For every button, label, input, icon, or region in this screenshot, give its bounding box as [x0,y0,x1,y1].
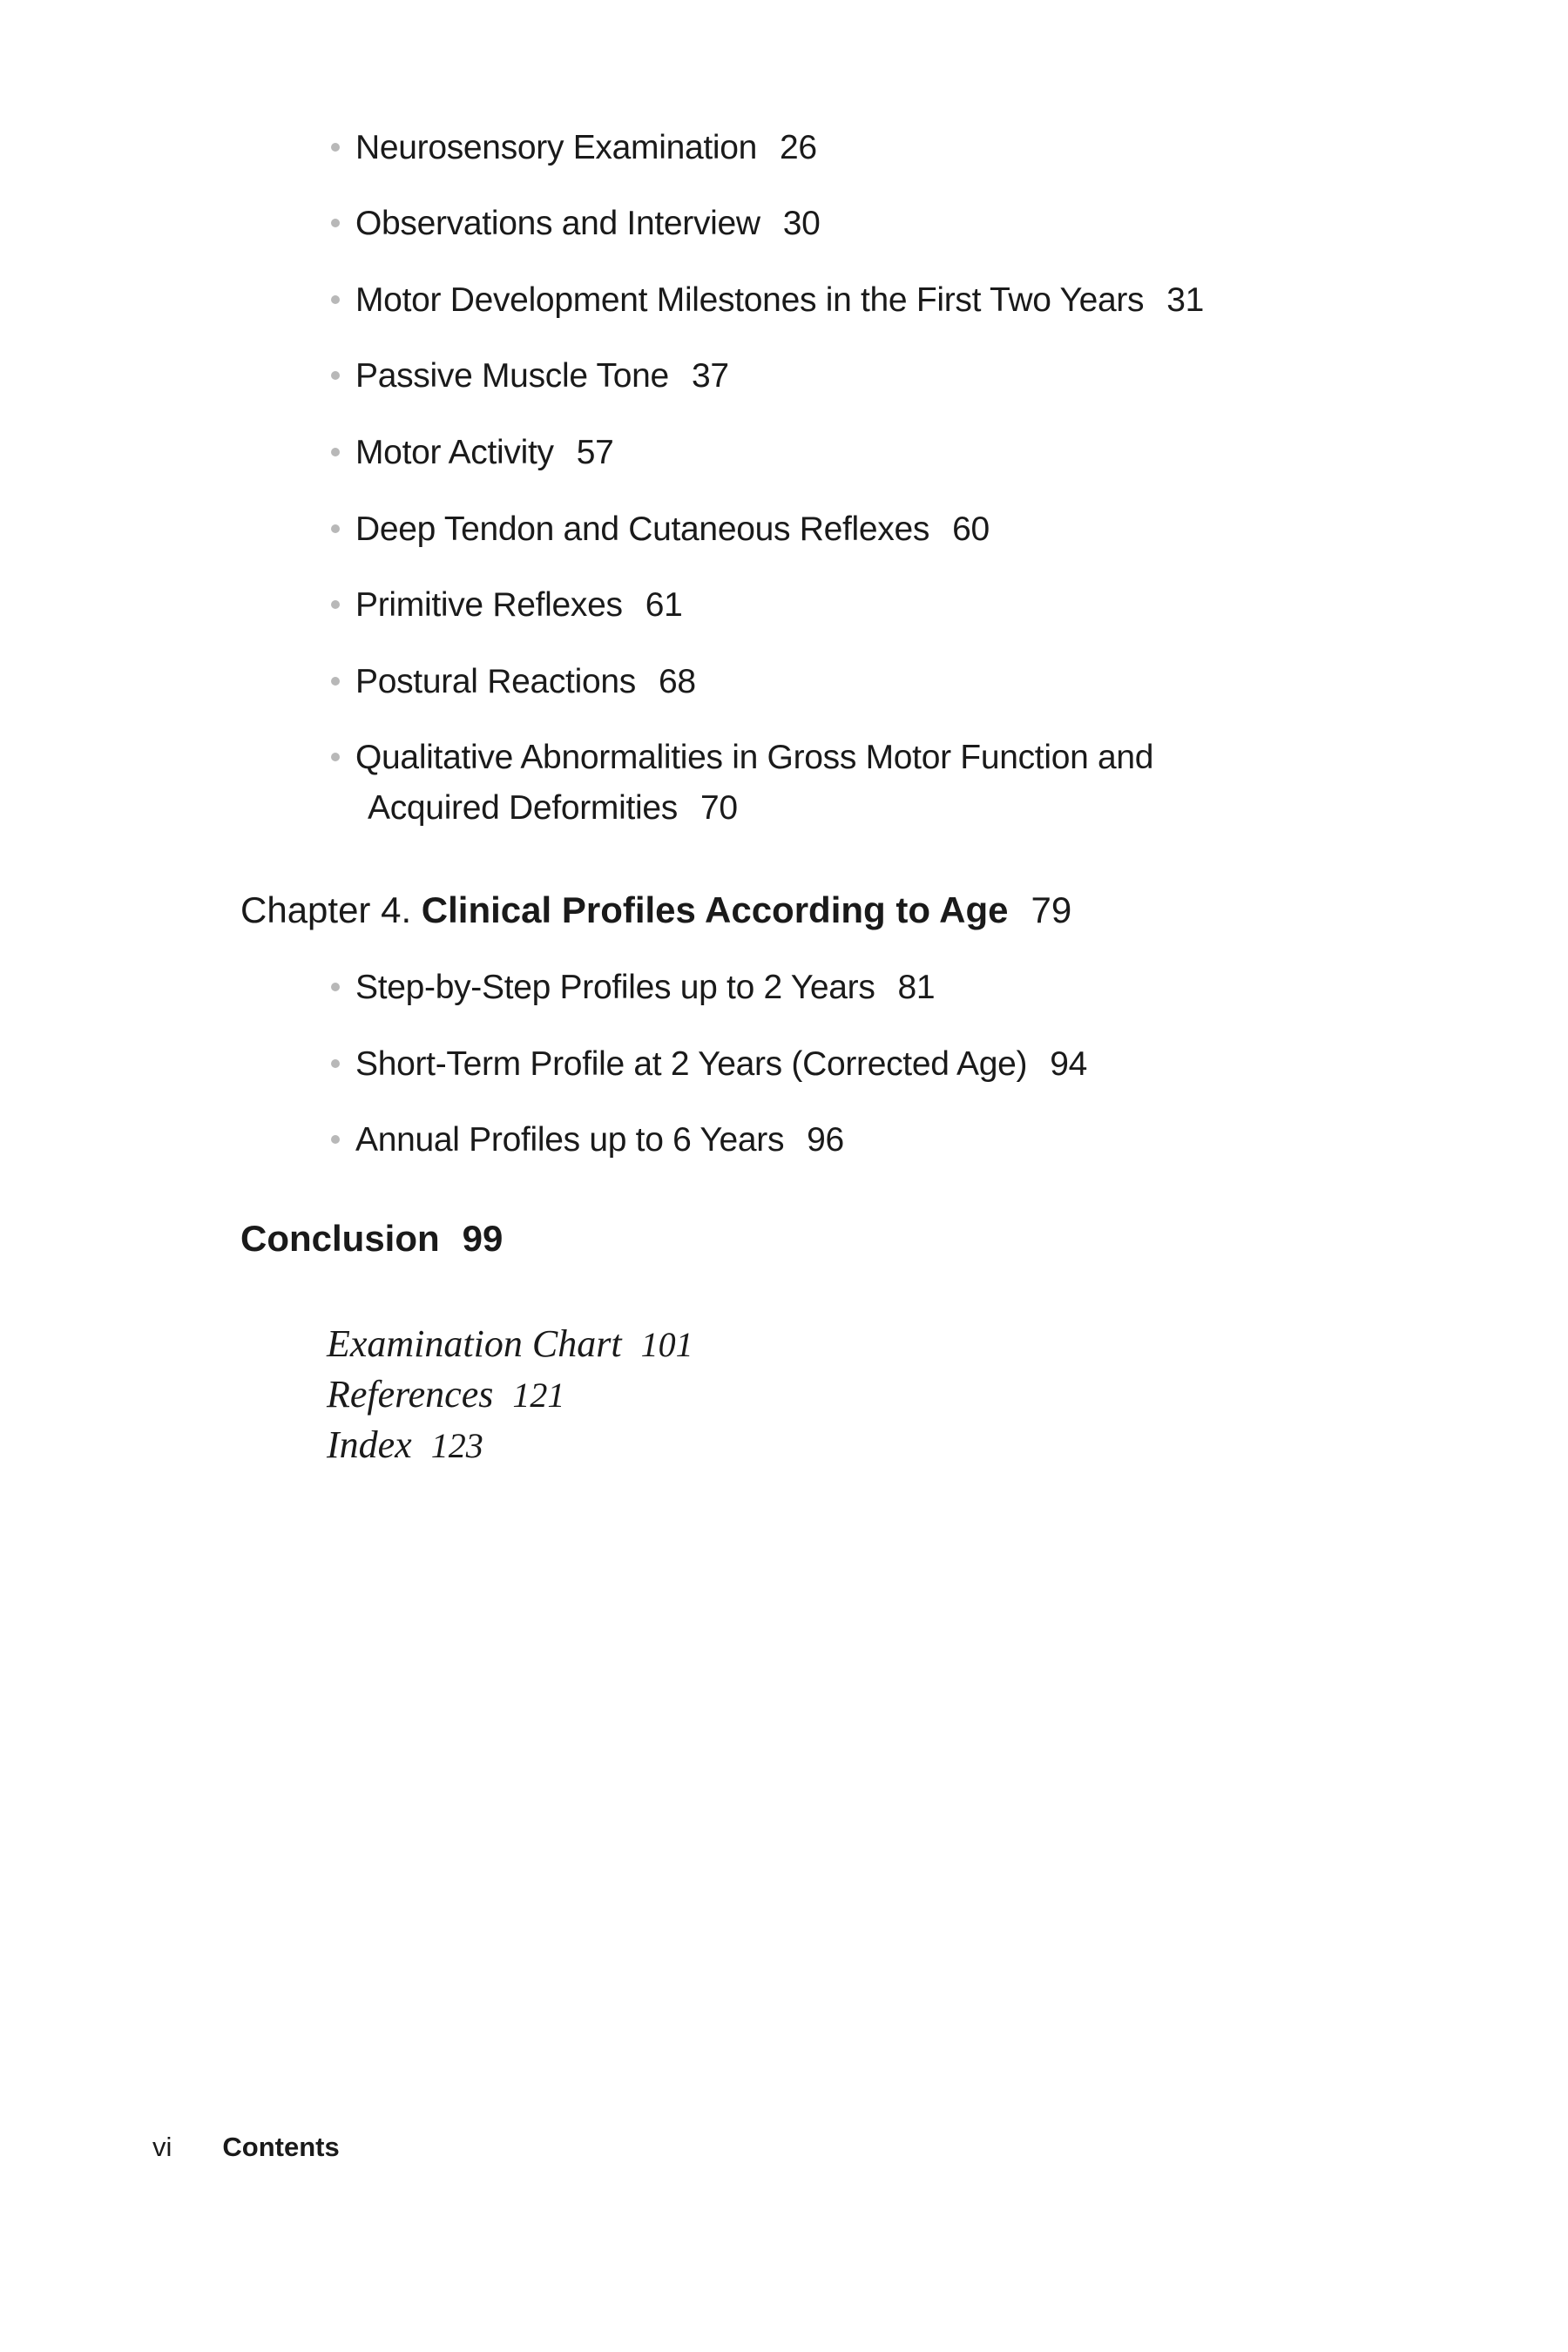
toc-entry-page: 94 [1050,1045,1087,1083]
toc-entry-page: 68 [658,663,696,700]
toc-entry-page: 81 [897,969,936,1006]
bullet-icon [331,143,340,152]
toc-entry-step-by-step-profiles[interactable] [331,963,935,1013]
conclusion-title: Conclusion [240,1218,440,1259]
toc-entry-title: Passive Muscle Tone [355,357,669,395]
chapter-page: 79 [1031,889,1072,930]
toc-entry-qualitative-abnormalities[interactable] [331,733,1153,834]
toc-entry-title: Annual Profiles up to 6 Years [355,1121,785,1159]
toc-entry-title: Deep Tendon and Cutaneous Reflexes [355,510,930,548]
toc-entry-references[interactable] [327,1369,564,1421]
chapter-title: Clinical Profiles According to Age [421,889,1009,930]
toc-entry-short-term-profile[interactable] [331,1039,1087,1090]
running-head: Contents [222,2132,340,2162]
toc-entry-title: Motor Development Milestones in the First Two Years [355,281,1145,319]
bullet-icon [331,219,340,227]
toc-entry-postural-reactions[interactable] [331,657,696,707]
toc-entry-page: 96 [807,1121,844,1159]
toc-entry-page: 30 [782,205,821,242]
toc-entry-primitive-reflexes[interactable] [331,580,682,631]
bullet-icon [331,677,340,686]
bullet-icon [331,1059,340,1068]
toc-entry-title: Observations and Interview [355,205,760,242]
toc-entry-title-line2: Acquired Deformities [368,789,678,827]
toc-entry-title: Neurosensory Examination [355,129,758,166]
bullet-icon [331,1135,340,1144]
bullet-icon [331,600,340,609]
toc-entry-title-line2-wrapper [331,783,1153,834]
toc-entry-passive-muscle-tone[interactable] [331,351,729,402]
toc-entry-page: 57 [576,434,614,471]
chapter-prefix: Chapter 4. [240,889,412,930]
backmatter-title: Examination Chart [327,1322,622,1365]
page-folio: vi [152,2132,172,2162]
toc-entry-annual-profiles[interactable] [331,1115,844,1166]
toc-entry-neurosensory-examination[interactable] [331,123,817,173]
bullet-icon [331,448,340,456]
toc-entry-title: Primitive Reflexes [355,586,623,624]
toc-entry-page: 31 [1166,281,1205,319]
backmatter-title: References [327,1373,494,1416]
chapter-4-heading[interactable] [240,885,1071,936]
bullet-icon [331,524,340,533]
toc-entry-motor-development-milestones[interactable] [331,275,1204,326]
toc-entry-page: 70 [700,789,738,827]
toc-entry-page: 37 [691,357,729,395]
toc-entry-title: Motor Activity [355,434,554,471]
conclusion-page: 99 [462,1218,504,1259]
toc-entry-page: 26 [780,129,817,166]
toc-entry-title-line1: Qualitative Abnormalities in Gross Motor Function and [355,739,1154,776]
conclusion-heading[interactable] [240,1213,503,1264]
backmatter-page: 123 [430,1426,483,1465]
backmatter-page: 121 [512,1375,565,1415]
toc-entry-title: Short-Term Profile at 2 Years (Corrected Age) [355,1045,1028,1083]
toc-entry-page: 60 [952,510,990,548]
toc-entry-title: Postural Reactions [355,663,636,700]
bullet-icon [331,371,340,380]
bullet-icon [331,983,340,991]
bullet-icon [331,753,340,761]
toc-entry-page: 61 [645,586,683,624]
toc-entry-title: Step-by-Step Profiles up to 2 Years [355,969,875,1006]
backmatter-title: Index [327,1423,412,1466]
backmatter-page: 101 [640,1325,693,1364]
toc-entry-index[interactable] [327,1420,483,1471]
page-footer [152,2130,340,2165]
toc-entry-examination-chart[interactable] [327,1319,693,1370]
bullet-icon [331,295,340,304]
toc-entry-observations-and-interview[interactable] [331,199,821,249]
toc-entry-motor-activity[interactable] [331,428,613,478]
toc-entry-deep-tendon-reflexes[interactable] [331,504,990,555]
